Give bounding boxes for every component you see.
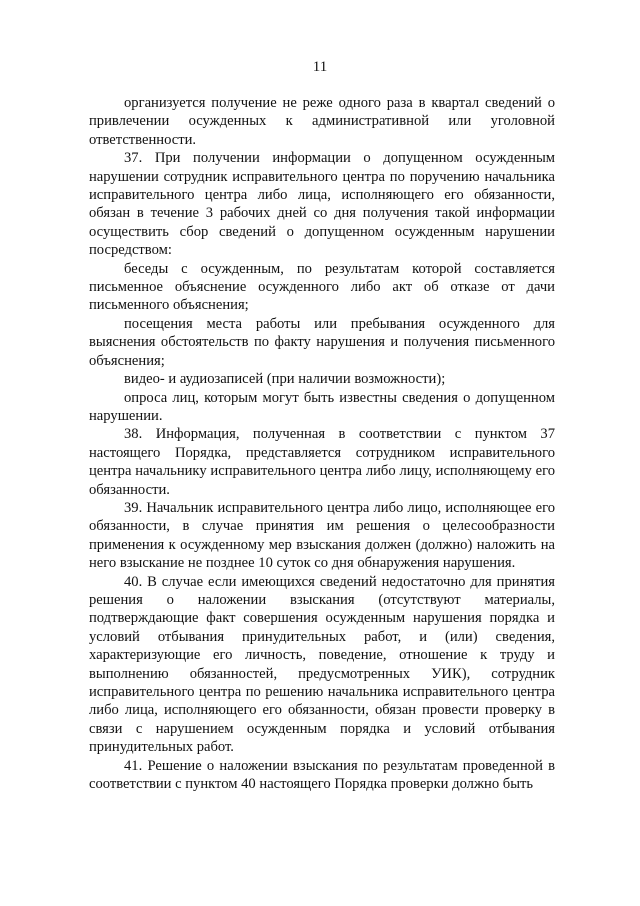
paragraph: организуется получение не реже одного раза в квартал сведений о привлечении осужденных к административной или уголовной ответственности. [89, 95, 555, 148]
paragraph: 40. В случае если имеющихся сведений недостаточно для принятия решения о наложении взыскания (отсутствуют материалы, подтверждающие факт совершения осужденным нарушения порядка и условий отбывания принудительных работ, и (или) сведения, характеризующие его личность, поведение, отношение к труду и выполнению обязанностей, предусмотренных УИК), сотрудник исправительного центра по решению начальника исправительного центра либо лица, исполняющего его обязанности, обязан провести проверку в связи с нарушением осужденным порядка и условий отбывания принудительных работ. [89, 573, 555, 756]
paragraph: опроса лиц, которым могут быть известны сведения о допущенном нарушении. [89, 389, 555, 424]
paragraph: 38. Информация, полученная в соответствии с пунктом 37 настоящего Порядка, представляется сотрудником исправительного центра начальнику исправительного центра либо лицу, исполняющему его обязанности. [89, 426, 555, 498]
paragraph: беседы с осужденным, по результатам которой составляется письменное объяснение осужденного либо акт об отказе от дачи письменного объяснения; [89, 260, 555, 314]
paragraph: 41. Решение о наложении взыскания по результатам проведенной в соответствии с пунктом 40 настоящего Порядка проверки должно быть [89, 757, 555, 793]
body-text [89, 94, 555, 793]
paragraph: 37. При получении информации о допущенном осужденным нарушении сотрудник исправительного центра по поручению начальника исправительного центра либо лица, исполняющего его обязанности, обязан в течение 3 рабочих дней со дня получения такой информации осуществить сбор сведений о допущенном осужденным нарушении посредством: [89, 150, 555, 259]
page-number: 11 [312, 59, 328, 75]
paragraph: посещения места работы или пребывания осужденного для выяснения обстоятельств по факту нарушения и получения письменного объяснения; [89, 315, 555, 369]
paragraph: видео- и аудиозаписей (при наличии возможности); [124, 371, 446, 388]
paragraph: 39. Начальник исправительного центра либо лицо, исполняющее его обязанности, в случае принятия им решения о целесообразности применения к осужденному мер взыскания должен (должно) наложить на него взыскание не позднее 10 суток со дня обнаружения нарушения. [89, 499, 555, 572]
